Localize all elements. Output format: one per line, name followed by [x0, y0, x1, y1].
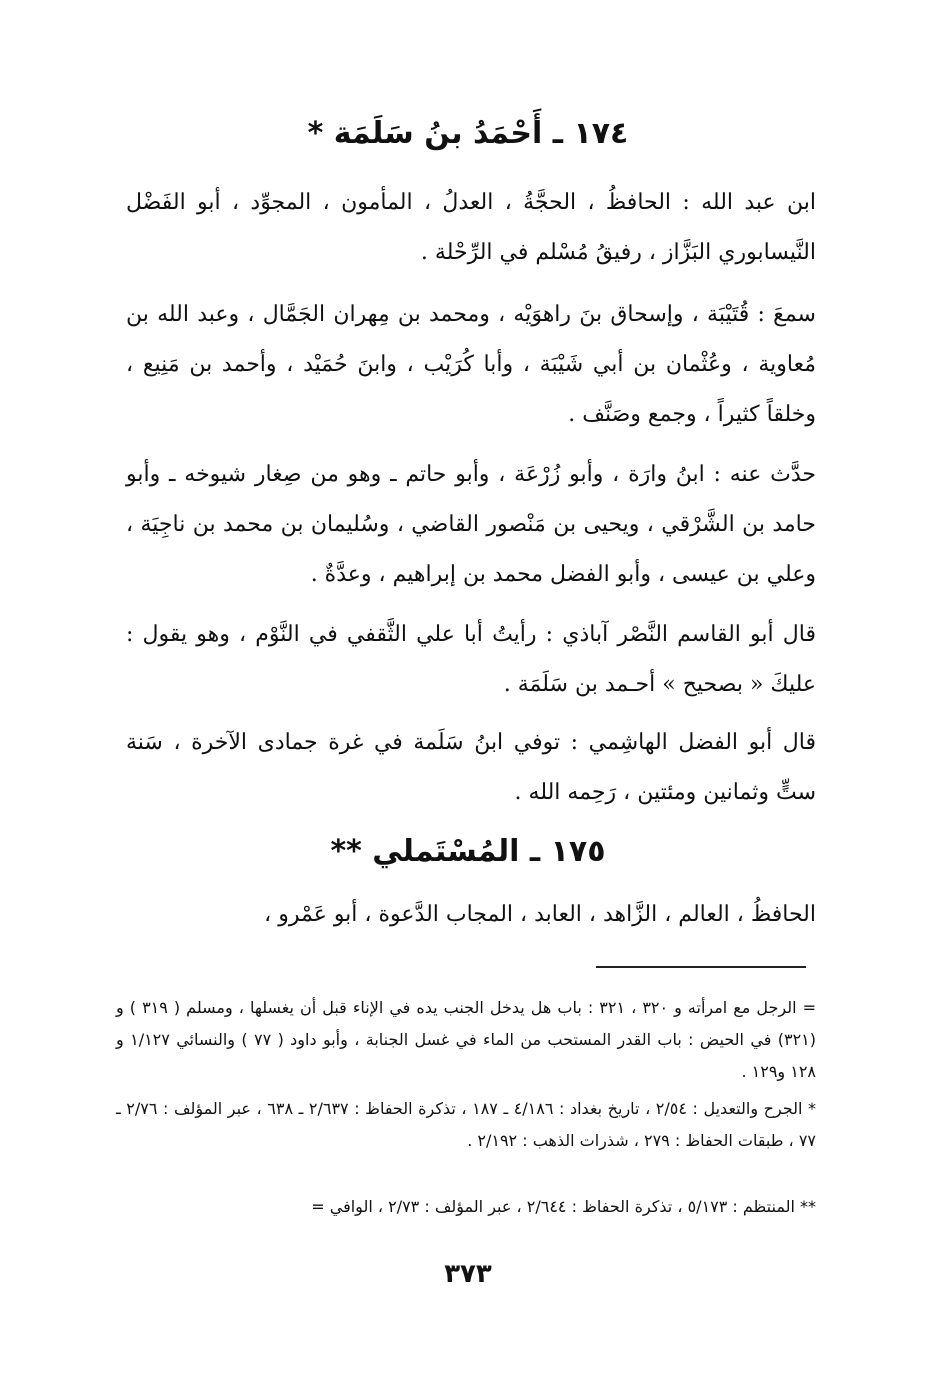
entry-175-heading: ١٧٥ ـ المُسْتَملي ** [330, 834, 606, 869]
entry-174-heading: ١٧٤ ـ أَحْمَدُ بنُ سَلَمَة * [307, 116, 629, 151]
entry-174-paragraph-students: حدَّث عنه : ابنُ وارَة ، وأبو زُرْعَة ، وأبو حاتم ـ وهو من صِغار شيوخه ـ وأبو حامد بن الشَّرْقي ، ويحيى بن مَنْصور القاضي ، وسُليمان بن محمد بن ناجِيَة ، وعلي بن عيسى ، وأبو الفضل محمد بن إبراهيم ، وعدَّةٌ . [126, 462, 816, 587]
footnote-divider [596, 966, 806, 968]
entry-174-paragraph-teachers: سمعَ : قُتَيْبَة ، وإسحاق بنَ راهوَيْه ، ومحمد بن مِهران الجَمَّال ، وعبد الله بن مُعاوية ، وعُثْمان بن أبي شَيْبَة ، وأبا كُرَيْب ، وابنَ حُمَيْد ، وأحمد بن مَنِيع ، وخلقاً كثيراً ، وجمع وصَنَّف . [126, 302, 816, 427]
footnote-entry-174: * الجرح والتعديل : ٢/٥٤ ، تاريخ بغداد : ٤/١٨٦ ـ ١٨٧ ، تذكرة الحفاظ : ٢/٦٣٧ ـ ٦٣٨ ، عبر المؤلف : ٢/٧٦ ـ ٧٧ ، طبقات الحفاظ : ٢٧٩ ، شذرات الذهب : ٢/١٩٢ . [116, 1099, 816, 1150]
entry-174-paragraph-intro: ابن عبد الله : الحافظُ ، الحجَّةُ ، العدلُ ، المأمون ، المجوِّد ، أبو الفَضْل النَّيسابوري البَزَّاز ، رفيقُ مُسْلم في الرِّحْلة . [126, 190, 816, 265]
entry-174-paragraph-death: قال أبو الفضل الهاشِمي : توفي ابنُ سَلَمة في غرة جمادى الآخرة ، سَنة ستٍّ وثمانين ومئتين ، رَحِمه الله . [126, 730, 816, 805]
footnote-entry-175: ** المنتظم : ٥/١٧٣ ، تذكرة الحفاظ : ٢/٦٤٤ ، عبر المؤلف : ٢/٧٣ ، الوافي = [311, 1197, 816, 1216]
entry-174-paragraph-dream: قال أبو القاسم النَّصْر آباذي : رأيتُ أبا علي الثَّقفي في النَّوْم ، وهو يقول : عليكَ « بصحيح » أحـمد بن سَلَمَة . [126, 622, 816, 697]
page-number: ٣٧٣ [444, 1259, 492, 1289]
entry-175-paragraph-intro: الحافظُ ، العالم ، الزَّاهد ، العابد ، المجاب الدَّعوة ، أبو عَمْرو ، [264, 902, 816, 927]
footnote-continued: = الرجل مع امرأته و ٣٢٠ ، ٣٢١ : باب هل يدخل الجنب يده في الإناء قبل أن يغسلها ، ومسلم ( ٣١٩ ) و (٣٢١) في الحيض : باب القدر المستحب من الماء في غسل الجنابة ، وأبو داود ( ٧٧ ) والنسائي ١/١٢٧ و ١٢٨ و١٢٩ . [116, 998, 817, 1081]
